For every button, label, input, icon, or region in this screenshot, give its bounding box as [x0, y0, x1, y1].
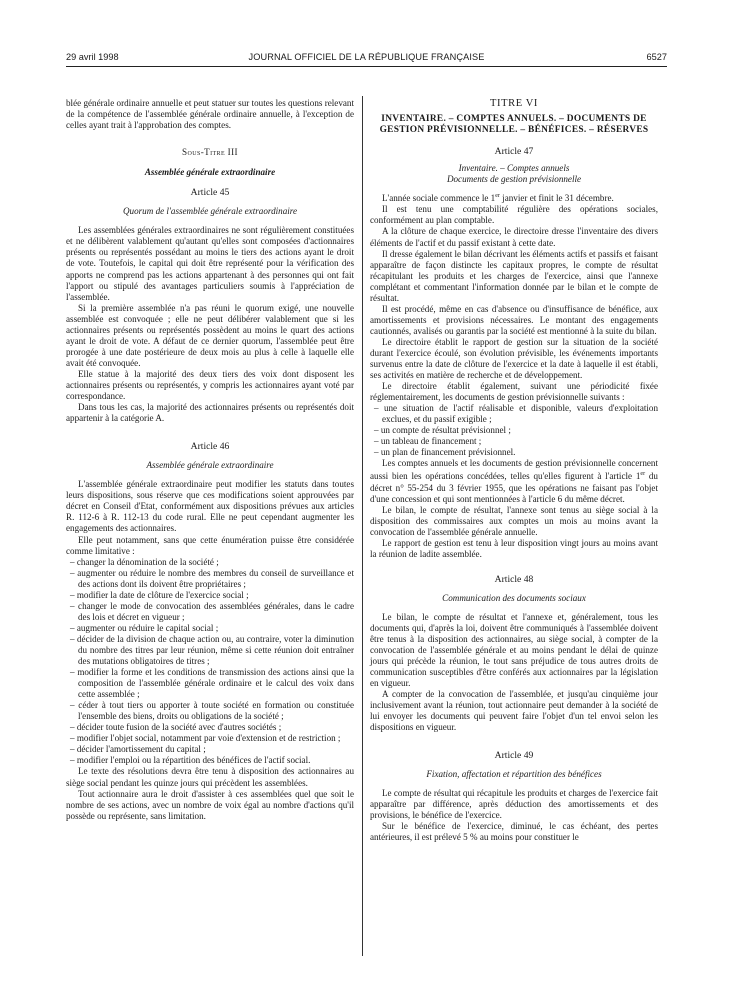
modification-list [66, 557, 354, 767]
list-item: – un plan de financement prévisionnel. [374, 447, 516, 458]
text-run: janvier et finit le 31 décembre. [499, 193, 614, 204]
paragraph: Sur le bénéfice de l'exercice, diminué, le cas échéant, des pertes antérieures, il est prélevé 5 % au moins pour constituer le [370, 820, 658, 842]
article-heading: Article 46 [190, 441, 230, 453]
paragraph: blée générale ordinaire annuelle et peut statuer sur toutes les questions relevant de la compétence de l'assemblée générale ordinaire annuelle, à l'exception de celles ayant trait à l'approbation des comptes. [66, 98, 354, 131]
titre-name: INVENTAIRE. – COMPTES ANNUELS. – DOCUMENTS DE GESTION PRÉVISIONNELLE. – BÉNÉFICES. – RÉSERVES [379, 114, 649, 136]
list-item: – modifier l'emploi ou la répartition des bénéfices de l'actif social. [70, 755, 311, 766]
text-run: du décret n° 55-254 du 3 février 1955, que les opérations ne faisant pas l'objet d'une concession et qui sont mentionnées à l'article 6 du même décret. [370, 471, 658, 504]
paragraph: Il est procédé, même en cas d'absence ou d'insuffisance de bénéfice, aux amortissements et provisions nécessaires. Le montant des engagements cautionnés, avalisés ou garantis par la société est mentionné à la suite du bilan. [370, 303, 658, 336]
list-item: – augmenter ou réduire le nombre des membres du conseil de surveillance et des actions dont ils doivent être propriétaires ; [70, 567, 354, 589]
article-subtitle: Documents de gestion prévisionnelle [446, 174, 582, 185]
paragraph: Le directoire établit également, suivant une périodicité fixée réglementairement, les documents de gestion prévisionnelle suivants : [370, 381, 658, 403]
list-item: – un tableau de financement ; [374, 436, 482, 447]
header-page-number: 6527 [646, 52, 667, 62]
list-item: – modifier l'objet social, notamment par voie d'extension et de restriction ; [70, 733, 341, 744]
right-column [370, 98, 658, 843]
paragraph: Elle statue à la majorité des deux tiers des voix dont disposent les actionnaires présents ou représentés, y compris les actionnaires ayant voté par correspondance. [66, 368, 354, 402]
article-subtitle: Fixation, affectation et répartition des bénéfices [426, 768, 602, 779]
list-item: – augmenter ou réduire le capital social ; [70, 622, 219, 633]
list-item: – céder à tout tiers ou apporter à toute société en formation ou constituée l'ensemble des biens, droits ou obligations de la société ; [70, 700, 354, 722]
paragraph: Les assemblées générales extraordinaires ne sont régulièrement constituées et ne délibèrent valablement qu'autant qu'elles sont composées d'actionnaires présents ou représentés possédant au moins le tiers des actions ayant le droit de vote. Toutefois, le capital qui doit être représenté pour la vérification des apports ne comprend pas les actions appartenant à des personnes qui ont fait l'apport ou stipulé des avantages particuliers soumis à l'appréciation de l'assemblée. [66, 225, 354, 302]
paragraph: Le directoire établit le rapport de gestion sur la situation de la société durant l'exercice écoulé, son évolution prévisible, les événements importants survenus entre la date de clôture de l'exercice et la date à laquelle il est établi, ses activités en matière de recherche et de développement. [370, 336, 658, 381]
article-heading: Article 49 [494, 749, 534, 761]
list-item: – une situation de l'actif réalisable et disponible, valeurs d'exploitation exclues, et du passif exigible ; [374, 403, 658, 425]
list-item: – décider de la division de chaque action ou, au contraire, voter la diminution du nombre des titres par leur réunion, même si cette réunion doit entraîner des mutations obligatoires de titres ; [70, 633, 354, 667]
list-item: – modifier la forme et les conditions de transmission des actions ainsi que la composition de l'assemblée générale ordinaire et le calcul des voix dans cette assemblée ; [70, 667, 354, 700]
paragraph: L'assemblée générale extraordinaire peut modifier les statuts dans toutes leurs dispositions, sous réserve que ces modifications soient approuvées par décret en Conseil d'Etat, conformément aux dispositions prévues aux articles R. 112-6 à R. 112-13 du code rural. Elle ne peut cependant augmenter les engagements des actionnaires. [66, 479, 354, 534]
paragraph: Elle peut notamment, sans que cette énumération puisse être considérée comme limitative : [66, 534, 354, 556]
paragraph: A compter de la convocation de l'assemblée, et jusqu'au cinquième jour inclusivement avant la réunion, tout actionnaire peut demander à la société de lui envoyer les documents qui peuvent faire l'objet d'un tel envoi selon les dispositions en vigueur. [370, 689, 658, 733]
paragraph [370, 191, 658, 204]
paragraph: Le compte de résultat qui récapitule les produits et charges de l'exercice fait apparaître par différence, après déduction des amortissements et des provisions, le bénéfice de l'exercice. [370, 787, 658, 820]
text-run: L'année sociale commence le 1 [382, 193, 496, 204]
header-journal-title: JOURNAL OFFICIEL DE LA RÉPUBLIQUE FRANÇAISE [248, 52, 485, 62]
text-run: Les comptes annuels et les documents de gestion prévisionnelle concernent aussi bien les opérations concédées, telles qu'elles figurent à l'article 1 [370, 458, 658, 482]
paragraph: Dans tous les cas, la majorité des actionnaires présents ou représentés doit appartenir à la catégorie A. [66, 402, 354, 424]
list-item: – décider l'amortissement du capital ; [70, 744, 206, 755]
sous-titre-name: Assemblée générale extraordinaire [144, 167, 276, 178]
paragraph [370, 458, 658, 504]
paragraph: Il est tenu une comptabilité régulière des opérations sociales, conformément au plan comptable. [370, 204, 658, 226]
sous-titre-heading: Sous-Titre III [182, 147, 238, 158]
article-heading: Article 48 [494, 573, 534, 585]
article-subtitle: Quorum de l'assemblée générale extraordinaire [122, 206, 297, 217]
superscript: er [640, 471, 646, 478]
header-date: 29 avril 1998 [66, 52, 119, 62]
paragraph: Le rapport de gestion est tenu à leur disposition vingt jours au moins avant la réunion de ladite assemblée. [370, 537, 658, 559]
superscript: er [495, 193, 500, 200]
article-subtitle: Inventaire. – Comptes annuels [458, 163, 570, 174]
article-subtitle: Communication des documents sociaux [442, 592, 586, 603]
paragraph: Le texte des résolutions devra être tenu à disposition des actionnaires au siège social pendant les quinze jours qui précèdent les assemblées. [66, 766, 354, 788]
article-subtitle: Assemblée générale extraordinaire [146, 460, 274, 471]
paragraph: Si la première assemblée n'a pas réuni le quorum exigé, une nouvelle assemblée est convoquée ; elle ne peut délibérer valablement que si les actionnaires présents ou représentés possèdent au moins le quart des actions ayant le droit de vote. A défaut de ce dernier quorum, l'assemblée peut être prorogée à une date postérieure de deux mois au plus à celle à laquelle elle avait été convoquée. [66, 302, 354, 368]
header-rule [66, 66, 667, 67]
article-heading: Article 47 [494, 146, 534, 158]
paragraph: A la clôture de chaque exercice, le directoire dresse l'inventaire des divers éléments de l'actif et du passif existant à cette date. [370, 226, 658, 248]
paragraph: Le bilan, le compte de résultat et l'annexe et, généralement, tous les documents qui, d'après la loi, doivent être communiqués à l'assemblée doivent être tenus à la disposition des actionnaires, au siège social, à compter de la convocation de l'assemblée générale et au moins pendant le délai de quinze jours qui précède la réunion, le tout sans préjudice de tous autres droits de communication susceptibles d'être conférés aux actionnaires par la législation en vigueur. [370, 611, 658, 689]
list-item: – modifier la date de clôture de l'exercice social ; [70, 589, 249, 600]
running-header [66, 52, 667, 66]
list-item: – changer la dénomination de la société ; [70, 556, 219, 567]
titre-heading: TITRE VI [489, 98, 539, 109]
forecast-documents-list [370, 403, 658, 458]
paragraph: Tout actionnaire aura le droit d'assister à ces assemblées quel que soit le nombre de ses actions, avec un nombre de voix égal au nombre d'actions qu'il possède ou représente, sans limitation. [66, 788, 354, 821]
paragraph: Il dresse également le bilan décrivant les éléments actifs et passifs et faisant apparaître de façon distincte les capitaux propres, le compte de résultat récapitulant les produits et les charges de l'exercice, ainsi que l'annexe complétant et commentant l'information donnée par le bilan et le compte de résultat. [370, 248, 658, 303]
paragraph: Le bilan, le compte de résultat, l'annexe sont tenus au siège social à la disposition des commissaires aux comptes un mois au moins avant la convocation de l'assemblée générale annuelle. [370, 504, 658, 537]
column-separator [362, 96, 363, 956]
left-column [66, 98, 354, 822]
list-item: – un compte de résultat prévisionnel ; [374, 425, 511, 436]
list-item: – changer le mode de convocation des assemblées générales, dans le cadre des lois et décret en vigueur ; [70, 600, 354, 622]
article-heading: Article 45 [190, 187, 230, 199]
list-item: – décider toute fusion de la société avec d'autres sociétés ; [70, 722, 282, 733]
